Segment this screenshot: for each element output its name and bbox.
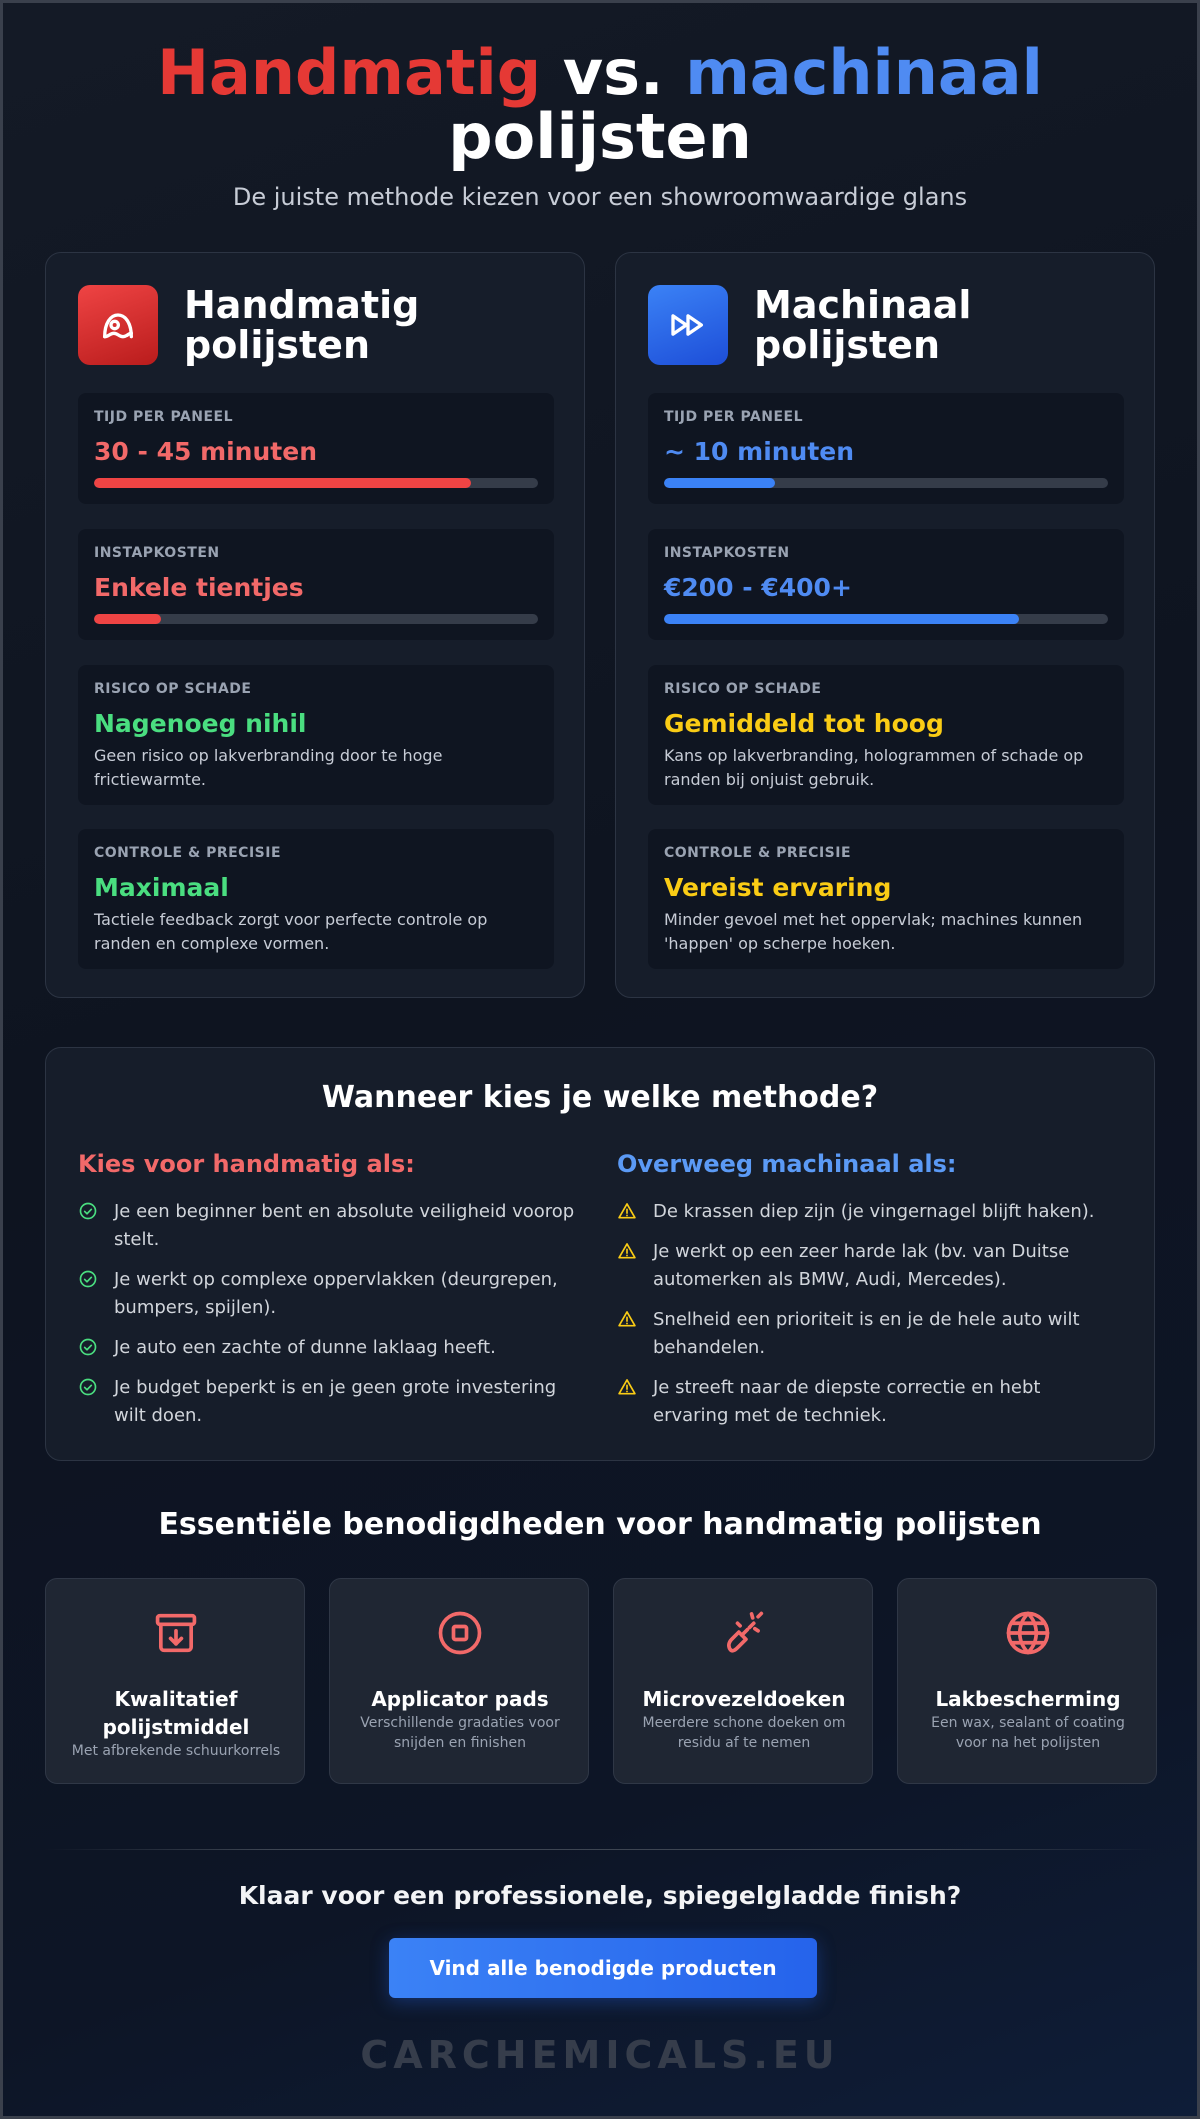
- globe-icon: [1002, 1607, 1054, 1659]
- metric-label: CONTROLE & PRECISIE: [94, 845, 282, 861]
- machine-card-header: [648, 285, 1054, 365]
- essential-description: Verschillende gradaties voor snijden en finishen: [360, 1715, 560, 1751]
- essential-name: Lakbescherming: [935, 1687, 1121, 1711]
- list-item-text: Snelheid een prioriteit is en je de hele auto wilt behandelen.: [653, 1309, 1080, 1358]
- cta-title: Klaar voor een professionele, spiegelgladde finish?: [238, 1881, 962, 1910]
- list-item: [78, 1334, 578, 1362]
- brand-logo: CARCHEMICALS.EU: [360, 2033, 840, 2077]
- check-circle-icon: [78, 1269, 98, 1289]
- when-to-choose-panel: [45, 1047, 1155, 1461]
- warning-icon: [617, 1241, 637, 1261]
- essential-description: Met afbrekende schuurkorrels: [71, 1743, 281, 1759]
- hand-icon: [78, 285, 158, 365]
- spray-icon: [718, 1607, 770, 1659]
- divider: [45, 1849, 1155, 1850]
- machine-control-metric: [648, 829, 1124, 969]
- metric-value: Vereist ervaring: [664, 873, 892, 902]
- metric-value: Enkele tientjes: [94, 573, 304, 602]
- list-item-text: Je auto een zachte of dunne laklaag heeft.: [114, 1337, 496, 1358]
- cost-bar: [664, 614, 1108, 624]
- time-bar: [664, 478, 1108, 488]
- cost-bar-fill: [94, 614, 161, 624]
- metric-description: Geen risico op lakverbranding door te hoge frictiewarmte.: [94, 746, 443, 789]
- list-item: [78, 1198, 578, 1254]
- essential-name: Applicator pads: [371, 1687, 549, 1711]
- metric-label: RISICO OP SCHADE: [664, 681, 822, 697]
- page-title: [3, 36, 1197, 173]
- metric-value: €200 - €400+: [664, 573, 852, 602]
- header: [3, 3, 1197, 211]
- metric-label: CONTROLE & PRECISIE: [664, 845, 852, 861]
- metric-label: INSTAPKOSTEN: [94, 545, 220, 561]
- warning-icon: [617, 1201, 637, 1221]
- manual-card-title: Handmatig polijsten: [184, 283, 420, 367]
- metric-label: TIJD PER PANEEL: [664, 409, 804, 425]
- manual-reasons: [78, 1150, 578, 1442]
- machine-reasons: [617, 1150, 1117, 1442]
- machine-card: [615, 252, 1155, 998]
- list-item-text: De krassen diep zijn (je vingernagel blijft haken).: [653, 1201, 1095, 1222]
- metric-value: 30 - 45 minuten: [94, 437, 317, 466]
- manual-card: [45, 252, 585, 998]
- essential-name: Kwalitatief polijstmiddel: [102, 1687, 250, 1739]
- machine-card-title: Machinaal polijsten: [754, 283, 972, 367]
- list-item: [78, 1374, 578, 1430]
- list-item: [617, 1198, 1117, 1226]
- list-item-text: Je een beginner bent en absolute veiligheid voorop stelt.: [114, 1201, 575, 1250]
- metric-value: ~ 10 minuten: [664, 437, 855, 466]
- metric-label: TIJD PER PANEEL: [94, 409, 234, 425]
- metric-description: Tactiele feedback zorgt voor perfecte controle op randen en complexe vormen.: [94, 910, 488, 953]
- warning-icon: [617, 1377, 637, 1397]
- metric-label: INSTAPKOSTEN: [664, 545, 790, 561]
- title-manual: Handmatig: [157, 36, 542, 109]
- title-polishing: polijsten: [448, 100, 752, 173]
- machine-risk-metric: [648, 665, 1124, 805]
- stop-circle-icon: [434, 1607, 486, 1659]
- warning-icon: [617, 1309, 637, 1329]
- essential-name: Microvezeldoeken: [642, 1687, 846, 1711]
- title-machine: machinaal: [685, 36, 1043, 109]
- list-item: [617, 1374, 1117, 1430]
- list-item: [617, 1238, 1117, 1294]
- machine-time-metric: [648, 393, 1124, 504]
- metric-description: Kans op lakverbranding, hologrammen of schade op randen bij onjuist gebruik.: [664, 746, 1084, 789]
- fast-forward-icon: [648, 285, 728, 365]
- archive-box-icon: [150, 1607, 202, 1659]
- title-vs: vs.: [562, 36, 664, 109]
- essential-description: Een wax, sealant of coating voor na het polijsten: [931, 1715, 1125, 1751]
- list-item: [78, 1266, 578, 1322]
- essential-polish: [45, 1578, 305, 1784]
- time-bar-fill: [94, 478, 471, 488]
- essentials-title: Essentiële benodigdheden voor handmatig polijsten: [158, 1507, 1042, 1542]
- metric-label: RISICO OP SCHADE: [94, 681, 252, 697]
- list-item-text: Je werkt op complexe oppervlakken (deurgrepen, bumpers, spijlen).: [114, 1269, 558, 1318]
- manual-control-metric: [78, 829, 554, 969]
- metric-description: Minder gevoel met het oppervlak; machines kunnen 'happen' op scherpe hoeken.: [664, 910, 1083, 953]
- check-circle-icon: [78, 1337, 98, 1357]
- cost-bar: [94, 614, 538, 624]
- page-subtitle: De juiste methode kiezen voor een showroomwaardige glans: [232, 183, 968, 211]
- metric-value: Gemiddeld tot hoog: [664, 709, 944, 738]
- when-title: Wanneer kies je welke methode?: [321, 1080, 879, 1115]
- find-products-button[interactable]: Vind alle benodigde producten: [389, 1938, 817, 1998]
- metric-value: Maximaal: [94, 873, 229, 902]
- essential-microfiber: [613, 1578, 873, 1784]
- list-item-text: Je streeft naar de diepste correctie en hebt ervaring met de techniek.: [653, 1377, 1041, 1426]
- manual-reasons-heading: Kies voor handmatig als:: [78, 1150, 415, 1178]
- cost-bar-fill: [664, 614, 1019, 624]
- machine-cost-metric: [648, 529, 1124, 640]
- manual-card-header: [78, 285, 484, 365]
- manual-time-metric: [78, 393, 554, 504]
- list-item-text: Je werkt op een zeer harde lak (bv. van Duitse automerken als BMW, Audi, Mercedes).: [653, 1241, 1070, 1290]
- time-bar-fill: [664, 478, 775, 488]
- list-item: [617, 1306, 1117, 1362]
- essential-description: Meerdere schone doeken om residu af te nemen: [642, 1715, 846, 1751]
- metric-value: Nagenoeg nihil: [94, 709, 307, 738]
- essential-pads: [329, 1578, 589, 1784]
- comparison-columns: [45, 252, 1155, 998]
- time-bar: [94, 478, 538, 488]
- check-circle-icon: [78, 1377, 98, 1397]
- check-circle-icon: [78, 1201, 98, 1221]
- essential-protection: [897, 1578, 1157, 1784]
- machine-reasons-heading: Overweeg machinaal als:: [617, 1150, 957, 1178]
- manual-risk-metric: [78, 665, 554, 805]
- manual-cost-metric: [78, 529, 554, 640]
- list-item-text: Je budget beperkt is en je geen grote investering wilt doen.: [114, 1377, 557, 1426]
